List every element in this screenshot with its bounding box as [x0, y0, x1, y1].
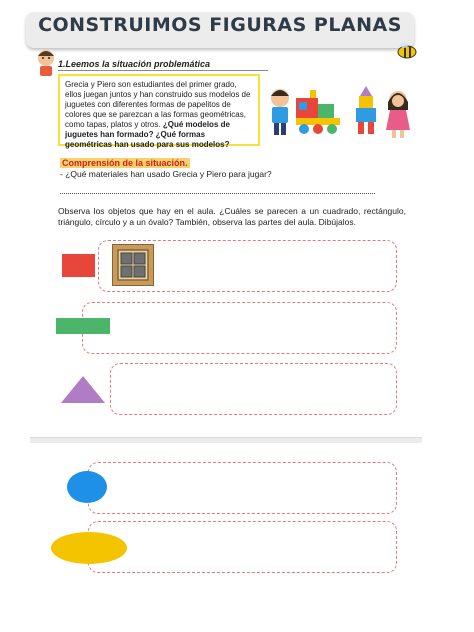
observa-instruction: Observa los objetos que hay en el aula. ¿Cuáles se parecen a un cuadrado, rectángulo, triángulo, círculo y a un óvalo? También, observa las partes del aula. Dibújalos.: [58, 206, 406, 227]
mascot-icon: [34, 48, 58, 76]
comprension-question: - ¿Qué materiales han usado Grecia y Piero para jugar?: [60, 169, 272, 179]
comprension-title-text: Comprensión de la situación: [62, 158, 186, 168]
drawing-box-rectangle[interactable]: [82, 302, 397, 354]
purple-triangle-shape: [60, 375, 106, 405]
window-picture: [112, 244, 154, 286]
blue-circle-shape: [66, 470, 108, 504]
drawing-box-oval[interactable]: [88, 521, 397, 573]
story-question: ¿Qué modelos de juguetes han formado? ¿Qué formas geométricas han usado para sus modelos?: [65, 120, 230, 149]
drawing-box-triangle[interactable]: [110, 363, 397, 415]
bee-icon: [396, 40, 418, 60]
red-square-shape: [62, 254, 96, 278]
kids-toys-illustration: [266, 84, 414, 142]
green-rectangle-shape: [56, 318, 112, 336]
yellow-oval-shape: [49, 530, 129, 566]
story-text: Grecia y Piero son estudiantes del primer grado, ellos juegan juntos y han construido sus modelos de juguetes con diferentes formas de papelitos de colores que se parezcan a las formas geométricas, como tapas, platos y otros.: [65, 80, 251, 129]
story-box: [58, 74, 260, 149]
page-title: CONSTRUIMOS FIGURAS PLANAS: [38, 14, 402, 36]
page-divider: [30, 437, 422, 443]
comprension-title-suffix: .: [185, 158, 188, 168]
answer-line: [60, 193, 375, 194]
heading-underline: [58, 70, 268, 71]
section-heading: 1.Leemos la situación problemática: [58, 59, 211, 69]
comprension-title: [60, 158, 190, 168]
drawing-box-circle[interactable]: [88, 462, 397, 514]
